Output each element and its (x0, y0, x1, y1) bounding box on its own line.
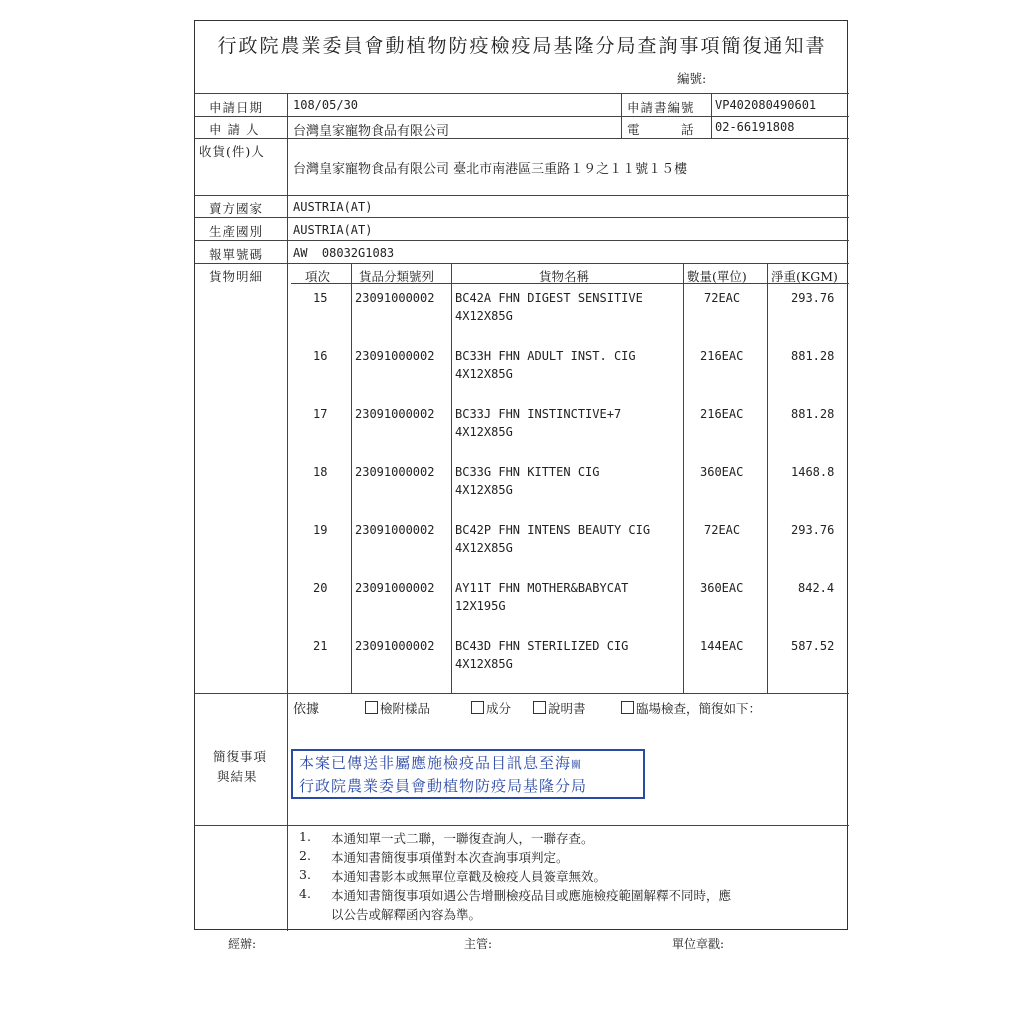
row-goods-name: BC33J FHN INSTINCTIVE+7 (455, 407, 622, 421)
basis-label: 依據 (293, 702, 320, 717)
row-net-weight: 881.28 (791, 407, 835, 421)
divider (683, 263, 684, 693)
row-goods-name: BC33H FHN ADULT INST. CIG (455, 349, 636, 363)
header-tariff-code: 貨品分類號列 (359, 269, 435, 284)
checkbox-sample: 檢附樣品 (365, 699, 430, 717)
divider (351, 263, 352, 693)
row-goods-name: BC43D FHN STERILIZED CIG (455, 639, 629, 653)
divider (195, 693, 849, 694)
row-quantity: 72EAC (704, 291, 741, 305)
applicant-label: 申 請 人 (209, 122, 260, 137)
row-net-weight: 842.4 (798, 581, 835, 595)
row-goods-pack: 4X12X85G (455, 483, 513, 497)
row-goods-pack: 12X195G (455, 599, 506, 613)
supervisor-signature-label: 主管: (464, 937, 493, 951)
applicant-value: 台灣皇家寵物食品有限公司 (293, 124, 450, 139)
note-text: 本通知書簡復事項如遇公告增刪檢疫品目或應施檢疫範圍解釋不同時，應 (331, 888, 732, 903)
apply-date-label: 申請日期 (209, 100, 264, 115)
note-number: 4. (299, 886, 311, 901)
row-item: 19 (313, 523, 328, 537)
header-item: 項次 (305, 269, 331, 284)
seller-country-label: 賣方國家 (209, 201, 264, 216)
row-item: 15 (313, 291, 328, 305)
checkbox-icon (365, 701, 378, 714)
checkbox-ingredient: 成分 (471, 699, 511, 717)
row-item: 20 (313, 581, 328, 595)
row-net-weight: 1468.8 (791, 465, 835, 479)
note-text: 本通知單一式二聯，一聯復查詢人，一聯存查。 (331, 831, 594, 846)
row-tariff-code: 23091000002 (355, 523, 435, 537)
row-tariff-code: 23091000002 (355, 407, 435, 421)
goods-detail-label: 貨物明細 (209, 269, 264, 284)
origin-country-label: 生產國別 (209, 224, 264, 239)
checkbox-onsite: 臨場檢查，簡復如下： (621, 699, 761, 717)
note-number: 2. (299, 848, 311, 863)
row-goods-pack: 4X12X85G (455, 309, 513, 323)
note-number: 3. (299, 867, 311, 882)
phone-value: 02-66191808 (715, 120, 795, 134)
reply-label-line1: 簡復事項 (213, 749, 268, 764)
row-goods-pack: 4X12X85G (455, 425, 513, 439)
note-number: 1. (299, 829, 311, 844)
form-number-value: VP402080490601 (715, 98, 817, 112)
form-number-label: 申請書編號 (627, 100, 695, 115)
row-quantity: 360EAC (700, 465, 744, 479)
row-quantity: 216EAC (700, 407, 744, 421)
row-net-weight: 293.76 (791, 523, 835, 537)
row-quantity: 216EAC (700, 349, 744, 363)
form-title: 行政院農業委員會動植物防疫檢疫局基隆分局查詢事項簡復通知書 (217, 35, 827, 57)
phone-label: 電 話 (627, 122, 695, 137)
row-net-weight: 293.76 (791, 291, 835, 305)
divider (195, 217, 849, 218)
row-goods-name: BC33G FHN KITTEN CIG (455, 465, 600, 479)
header-quantity: 數量(單位) (687, 269, 747, 284)
header-goods-name: 貨物名稱 (539, 269, 590, 284)
row-quantity: 72EAC (704, 523, 741, 537)
row-goods-pack: 4X12X85G (455, 657, 513, 671)
note-text: 本通知書簡復事項僅對本次查詢事項判定。 (331, 850, 569, 865)
row-item: 18 (313, 465, 328, 479)
divider (195, 263, 849, 264)
row-item: 21 (313, 639, 328, 653)
approval-stamp: 本案已傳送非屬應施檢疫品目訊息至海關 行政院農業委員會動植物防疫局基隆分局 (291, 749, 645, 799)
row-goods-pack: 4X12X85G (455, 367, 513, 381)
row-goods-name: BC42A FHN DIGEST SENSITIVE (455, 291, 643, 305)
row-tariff-code: 23091000002 (355, 581, 435, 595)
document-number-label: 編號: (677, 71, 707, 86)
declaration-no-value: AW 08032G1083 (293, 246, 395, 260)
divider (451, 263, 452, 693)
apply-date-value: 108/05/30 (293, 98, 359, 112)
checkbox-icon (533, 701, 546, 714)
consignee-value: 台灣皇家寵物食品有限公司 臺北市南港區三重路１９之１１號１５樓 (293, 162, 688, 177)
row-net-weight: 881.28 (791, 349, 835, 363)
label-column-divider (287, 93, 288, 931)
row-item: 17 (313, 407, 328, 421)
handler-signature-label: 經辦: (228, 937, 257, 951)
row-net-weight: 587.52 (791, 639, 835, 653)
reply-label-line2: 與結果 (217, 769, 258, 784)
consignee-label: 收貨(件)人 (199, 144, 265, 159)
row-tariff-code: 23091000002 (355, 349, 435, 363)
checkbox-icon (621, 701, 634, 714)
row-tariff-code: 23091000002 (355, 465, 435, 479)
divider (195, 116, 849, 117)
seller-country-value: AUSTRIA(AT) (293, 200, 373, 214)
row-tariff-code: 23091000002 (355, 639, 435, 653)
note-text: 以公告或解釋函內容為準。 (331, 907, 482, 922)
row-goods-name: BC42P FHN INTENS BEAUTY CIG (455, 523, 651, 537)
unit-seal-label: 單位章戳: (672, 937, 725, 951)
checkbox-icon (471, 701, 484, 714)
divider (195, 195, 849, 196)
header-net-weight: 淨重(KGM) (771, 269, 838, 284)
row-goods-pack: 4X12X85G (455, 541, 513, 555)
row-tariff-code: 23091000002 (355, 291, 435, 305)
note-text: 本通知書影本或無單位章戳及檢疫人員簽章無效。 (331, 869, 607, 884)
row-item: 16 (313, 349, 328, 363)
origin-country-value: AUSTRIA(AT) (293, 223, 373, 237)
notice-form (194, 20, 848, 930)
divider (195, 825, 849, 826)
row-quantity: 360EAC (700, 581, 744, 595)
divider (621, 93, 622, 138)
divider (767, 263, 768, 693)
divider (711, 93, 712, 138)
divider (195, 93, 849, 94)
declaration-no-label: 報單號碼 (209, 247, 264, 262)
row-goods-name: AY11T FHN MOTHER&BABYCAT (455, 581, 629, 595)
checkbox-manual: 說明書 (533, 699, 586, 717)
row-quantity: 144EAC (700, 639, 744, 653)
divider (195, 240, 849, 241)
